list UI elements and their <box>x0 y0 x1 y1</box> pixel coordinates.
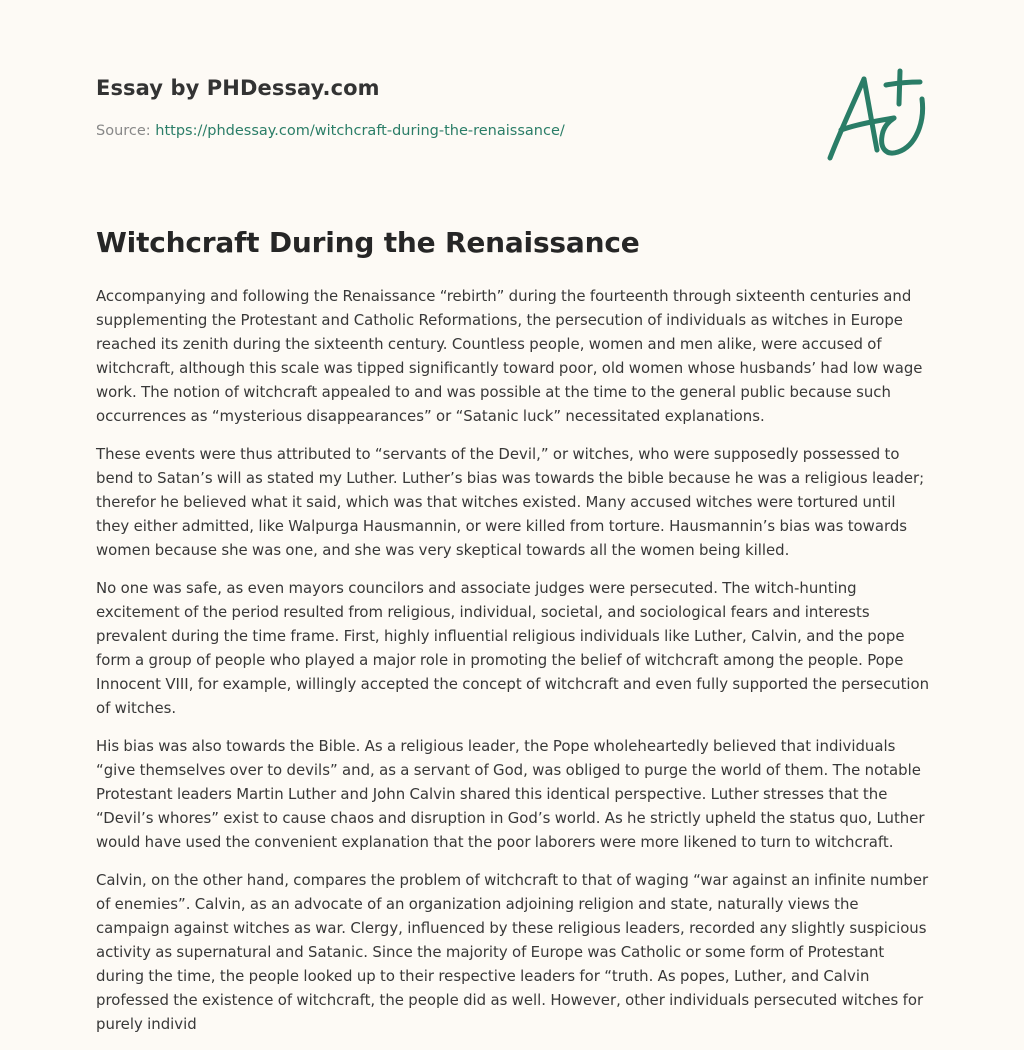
source-line <box>96 123 565 139</box>
essay-page <box>96 0 930 1036</box>
source-label: Source: <box>96 123 151 139</box>
essay-paragraph: Calvin, on the other hand, compares the problem of witchcraft to that of waging “war against an infinite number of enemies”. Calvin, as an advocate of an organization adjoining religion and state, naturally views the campaign against witches as war. Clergy, influenced by these religious leaders, recorded any slightly suspicious activity as supernatural and Satanic. Since the majority of Europe was Catholic or some form of Protestant during the time, the people looked up to their respective leaders for “truth. As popes, Luther, and Calvin professed the existence of witchcraft, the people did as well. However, other individuals persecuted witches for purely individ <box>96 871 929 1033</box>
essay-body <box>96 284 930 1050</box>
a-plus-logo-icon <box>824 66 928 166</box>
essay-paragraph: These events were thus attributed to “servants of the Devil,” or witches, who were supposedly possessed to bend to Satan’s will as stated my Luther. Luther’s bias was towards the bible because he was a religious leader; therefor he believed what it said, which was that witches existed. Many accused witches were tortured until they either admitted, like Walpurga Hausmannin, or were killed from torture. Hausmannin’s bias was towards women because she was one, and she was very skeptical towards all the women being killed. <box>96 445 925 559</box>
essay-title: Witchcraft During the Renaissance <box>96 226 640 259</box>
site-title: Essay by PHDessay.com <box>96 76 380 100</box>
essay-paragraph: His bias was also towards the Bible. As a religious leader, the Pope wholeheartedly believed that individuals “give themselves over to devils” and, as a servant of God, was obliged to purge the world of them. The notable Protestant leaders Martin Luther and John Calvin shared this identical perspective. Luther stresses that the “Devil’s whores” exist to cause chaos and disruption in God’s world. As he strictly upheld the status quo, Luther would have used the convenient explanation that the poor laborers were more likened to turn to witchcraft. <box>96 737 925 851</box>
source-link[interactable]: https://phdessay.com/witchcraft-during-the-renaissance/ <box>155 123 565 139</box>
essay-paragraph: No one was safe, as even mayors councilors and associate judges were persecuted. The witch-hunting excitement of the period resulted from religious, individual, societal, and sociological fears and interests prevalent during the time frame. First, highly influential religious individuals like Luther, Calvin, and the pope form a group of people who played a major role in promoting the belief of witchcraft among the people. Pope Innocent VIII, for example, willingly accepted the concept of witchcraft and even fully supported the persecution of witches. <box>96 579 930 717</box>
page-header <box>96 0 930 200</box>
essay-paragraph: Accompanying and following the Renaissance “rebirth” during the fourteenth through sixteenth centuries and supplementing the Protestant and Catholic Reformations, the persecution of individuals as witches in Europe reached its zenith during the sixteenth century. Countless people, women and men alike, were accused of witchcraft, although this scale was tipped significantly toward poor, old women whose husbands’ had low wage work. The notion of witchcraft appealed to and was possible at the time to the general public because such occurrences as “mysterious disappearances” or “Satanic luck” necessitated explanations. <box>96 287 923 425</box>
